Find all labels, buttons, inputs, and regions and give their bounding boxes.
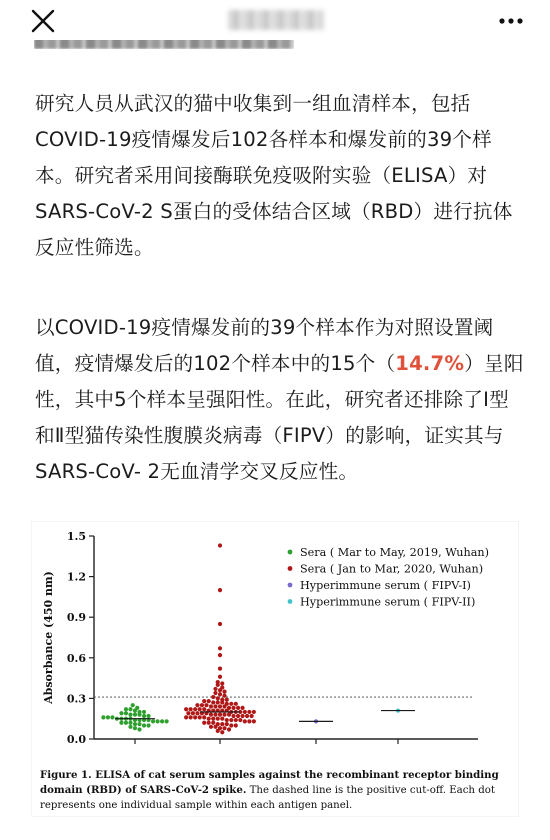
data-point bbox=[225, 722, 229, 726]
data-point bbox=[211, 695, 215, 699]
data-point bbox=[211, 717, 215, 721]
data-point bbox=[240, 706, 244, 710]
data-point bbox=[198, 715, 202, 719]
elisa-chart bbox=[32, 522, 518, 766]
data-point bbox=[218, 543, 222, 547]
close-icon[interactable] bbox=[30, 8, 56, 34]
data-point bbox=[229, 723, 233, 727]
data-point bbox=[160, 719, 164, 723]
page-title-blurred bbox=[228, 10, 324, 30]
data-point bbox=[252, 710, 256, 714]
data-point bbox=[229, 718, 233, 722]
data-point bbox=[124, 711, 128, 715]
data-point bbox=[193, 715, 197, 719]
data-point bbox=[222, 704, 226, 708]
y-tick-label: 0.6 bbox=[66, 651, 86, 665]
data-point bbox=[195, 703, 199, 707]
data-point bbox=[151, 719, 155, 723]
data-point bbox=[165, 719, 169, 723]
data-point bbox=[101, 715, 105, 719]
legend-marker bbox=[288, 550, 293, 555]
data-point bbox=[133, 722, 137, 726]
data-point bbox=[236, 714, 240, 718]
data-point bbox=[225, 698, 229, 702]
data-point bbox=[218, 646, 222, 650]
data-point bbox=[218, 713, 222, 717]
data-point bbox=[216, 696, 220, 700]
data-point bbox=[222, 713, 226, 717]
data-point bbox=[200, 703, 204, 707]
data-point bbox=[186, 711, 190, 715]
data-point bbox=[222, 694, 226, 698]
y-tick-label: 1.5 bbox=[66, 530, 86, 543]
data-point bbox=[234, 718, 238, 722]
data-point bbox=[184, 707, 188, 711]
data-point bbox=[216, 700, 220, 704]
data-point bbox=[218, 622, 222, 626]
more-icon[interactable] bbox=[498, 10, 524, 32]
data-point bbox=[209, 725, 213, 729]
paragraph-text: 以COVID-19疫情爆发前的39个样本作为对照设置阈值，疫情爆发后的102个样本中的15个（ bbox=[35, 316, 494, 375]
data-point bbox=[240, 714, 244, 718]
data-point bbox=[227, 727, 231, 731]
data-point bbox=[213, 687, 217, 691]
legend-label: Sera ( Jan to Mar, 2020, Wuhan) bbox=[300, 562, 484, 576]
data-point bbox=[216, 729, 220, 733]
data-point bbox=[128, 707, 132, 711]
data-point bbox=[195, 711, 199, 715]
data-point bbox=[137, 722, 141, 726]
data-point bbox=[213, 713, 217, 717]
data-point bbox=[243, 710, 247, 714]
data-point bbox=[133, 726, 137, 730]
data-point bbox=[218, 692, 222, 696]
data-point bbox=[222, 726, 226, 730]
data-point bbox=[146, 714, 150, 718]
data-point bbox=[184, 715, 188, 719]
data-point bbox=[137, 727, 141, 731]
data-point bbox=[218, 653, 222, 657]
data-point bbox=[202, 715, 206, 719]
legend-marker bbox=[288, 583, 293, 588]
y-tick-label: 0.9 bbox=[66, 611, 86, 625]
data-point bbox=[234, 723, 238, 727]
data-point bbox=[229, 702, 233, 706]
data-point bbox=[211, 721, 215, 725]
data-point bbox=[189, 707, 193, 711]
data-point bbox=[124, 721, 128, 725]
data-point bbox=[222, 690, 226, 694]
data-point bbox=[236, 706, 240, 710]
data-point bbox=[211, 700, 215, 704]
data-point bbox=[218, 688, 222, 692]
data-point bbox=[231, 714, 235, 718]
figure-caption bbox=[40, 768, 515, 813]
data-point bbox=[119, 721, 123, 725]
article-paragraph-1: 研究人员从武汉的猫中收集到一组血清样本，包括COVID-19疫情爆发后102各样本和爆发前的39个样本。研究者采用间接酶联免疫吸附实验（ELISA）对SARS-CoV-2 S蛋白的受体结合区域（RBD）进行抗体反应性筛选。 bbox=[35, 92, 513, 259]
legend-marker bbox=[288, 566, 293, 571]
data-point bbox=[213, 691, 217, 695]
data-point bbox=[189, 715, 193, 719]
data-point bbox=[133, 713, 137, 717]
data-point bbox=[247, 710, 251, 714]
data-point bbox=[124, 707, 128, 711]
data-point bbox=[193, 707, 197, 711]
data-point bbox=[231, 706, 235, 710]
caption-title: Figure 1. ELISA of cat serum samples against the recombinant receptor binding domain (RBD) of SARS-CoV-2 spike. bbox=[40, 769, 499, 796]
data-point bbox=[202, 707, 206, 711]
data-point bbox=[207, 721, 211, 725]
data-point bbox=[142, 723, 146, 727]
legend-label: Sera ( Mar to May, 2019, Wuhan) bbox=[300, 546, 489, 559]
data-point bbox=[128, 721, 132, 725]
data-point bbox=[202, 721, 206, 725]
y-tick-label: 0.3 bbox=[66, 692, 86, 706]
data-point bbox=[213, 725, 217, 729]
data-point bbox=[234, 702, 238, 706]
data-point bbox=[137, 713, 141, 717]
data-point bbox=[128, 725, 132, 729]
data-point bbox=[243, 719, 247, 723]
data-point bbox=[225, 718, 229, 722]
data-point bbox=[238, 718, 242, 722]
data-point bbox=[202, 699, 206, 703]
data-point bbox=[204, 703, 208, 707]
y-tick-label: 1.2 bbox=[66, 570, 86, 584]
data-point bbox=[220, 730, 224, 734]
data-point bbox=[110, 715, 114, 719]
data-point bbox=[218, 704, 222, 708]
legend-label: Hyperimmune serum ( FIPV-II) bbox=[300, 595, 476, 609]
data-point bbox=[218, 667, 222, 671]
y-tick-label: 0.0 bbox=[66, 733, 86, 746]
data-point bbox=[207, 717, 211, 721]
data-point bbox=[209, 704, 213, 708]
data-point bbox=[247, 719, 251, 723]
data-point bbox=[209, 713, 213, 717]
data-point bbox=[213, 704, 217, 708]
data-point bbox=[133, 708, 137, 712]
data-point bbox=[146, 723, 150, 727]
data-point bbox=[106, 715, 110, 719]
data-point bbox=[155, 719, 159, 723]
data-point bbox=[245, 714, 249, 718]
data-point bbox=[207, 699, 211, 703]
y-axis-label: Absorbance (450 nm) bbox=[42, 571, 55, 704]
data-point bbox=[198, 707, 202, 711]
data-point bbox=[220, 722, 224, 726]
data-point bbox=[227, 713, 231, 717]
data-point bbox=[252, 719, 256, 723]
data-point bbox=[218, 588, 222, 592]
data-point bbox=[142, 710, 146, 714]
data-point bbox=[216, 717, 220, 721]
paragraph-text: ）呈阳性，其中5个样本呈强阳性。在此，研究者还排除了Ⅰ型和Ⅱ型猫传染性腹膜炎病毒（FIPV）的影响，证实其与SARS-CoV- 2无血清学交叉反应性。 bbox=[35, 352, 524, 483]
caption-text: The dashed line is the positive cut-off. Each dot represents one individual sample within each antigen panel. bbox=[40, 785, 495, 811]
data-point bbox=[191, 711, 195, 715]
data-point bbox=[216, 683, 220, 687]
data-point bbox=[220, 717, 224, 721]
data-point bbox=[250, 714, 254, 718]
article-paragraph-2 bbox=[35, 310, 525, 490]
data-point bbox=[220, 681, 224, 685]
data-point bbox=[220, 700, 224, 704]
legend-label: Hyperimmune serum ( FIPV-I) bbox=[300, 579, 471, 592]
top-bar bbox=[0, 0, 550, 40]
data-point bbox=[131, 703, 135, 707]
legend-marker bbox=[288, 599, 293, 604]
data-point bbox=[218, 675, 222, 679]
data-point bbox=[128, 713, 132, 717]
data-point bbox=[142, 714, 146, 718]
positive-rate-highlight: 14.7% bbox=[395, 352, 465, 375]
data-point bbox=[119, 711, 123, 715]
